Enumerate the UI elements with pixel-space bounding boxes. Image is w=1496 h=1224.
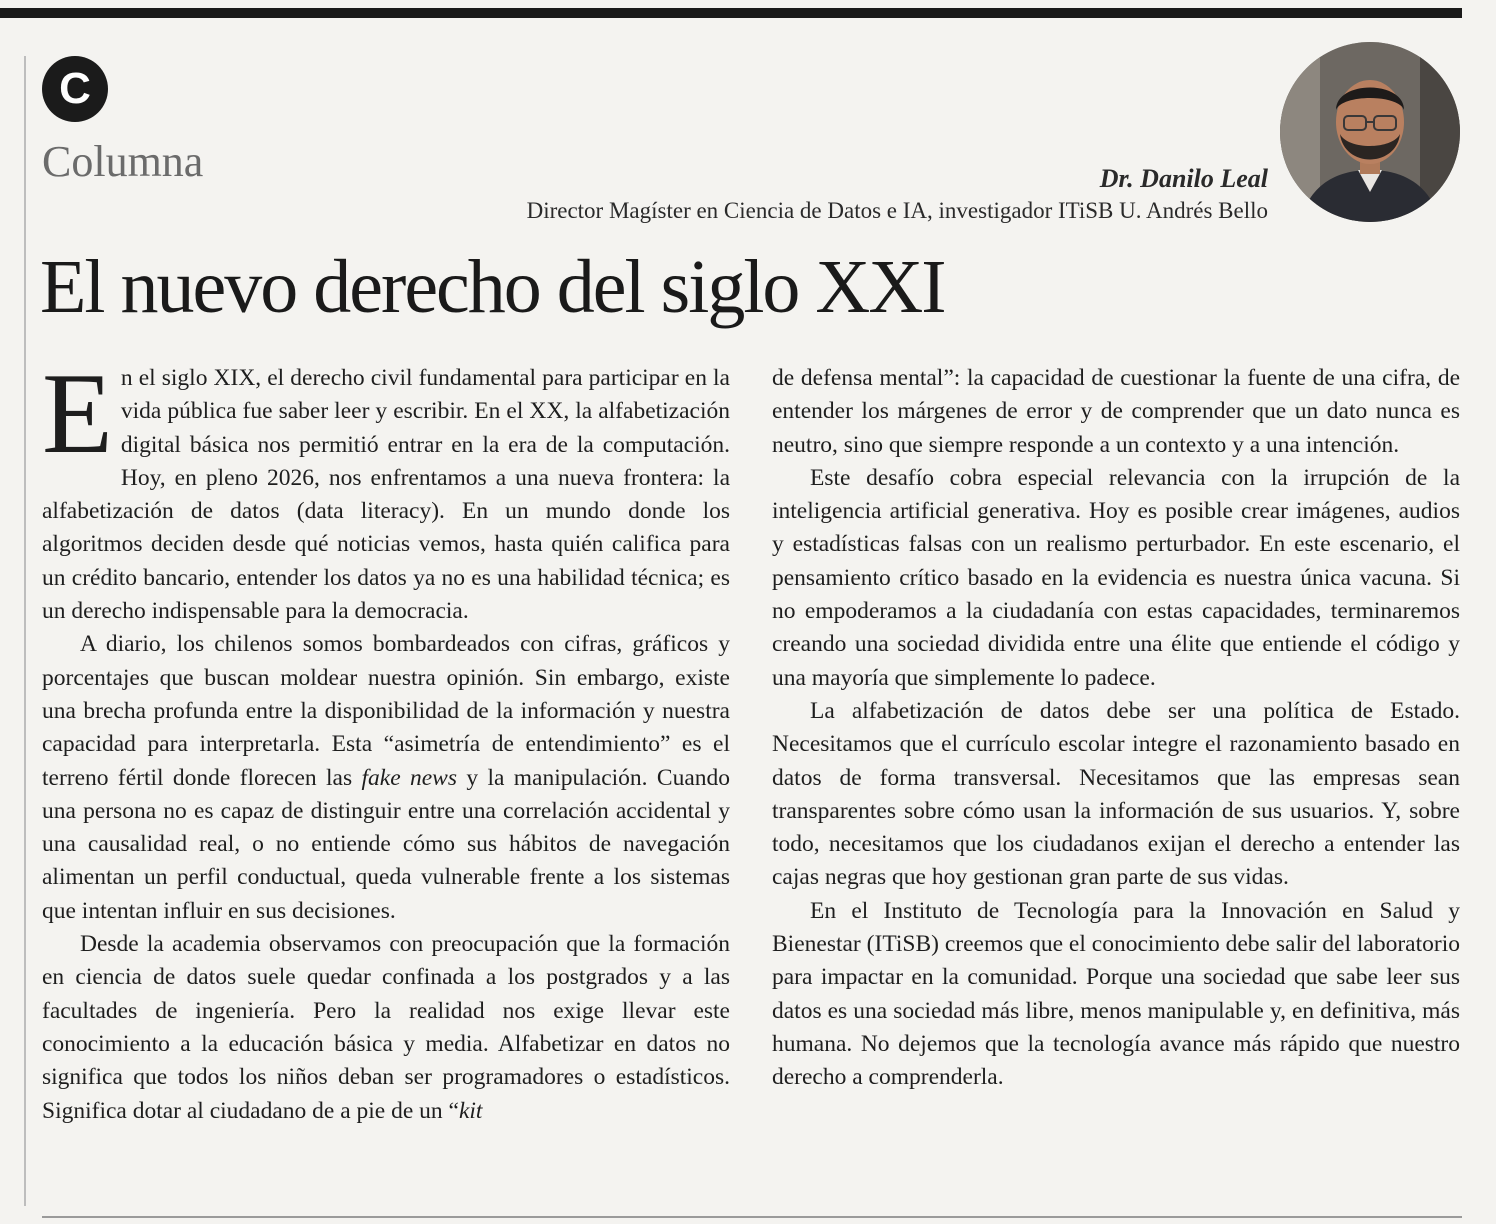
article-paragraph: La alfabetización de datos debe ser una política de Estado. Necesitamos que el currículo escolar integre el razonamiento basado en datos de forma transversal. Necesitamos que las empresas sean transparentes sobre cómo usan la información de sus usuarios. Y, sobre todo, necesitamos que los ciudadanos exijan el derecho a entender las cajas negras que hoy gestionan gran parte de sus vidas. <box>772 697 1460 891</box>
article-paragraph <box>42 928 730 1128</box>
article-paragraph: de defensa mental”: la capacidad de cuestionar la fuente de una cifra, de entender los márgenes de error y de comprender que un dato nunca es neutro, sino que siempre responde a un contexto y a una intención. <box>772 365 1460 458</box>
paragraph-text: n el siglo XIX, el derecho civil fundamental para participar en la vida pública fue saber leer y escribir. En el XX, la alfabetización digital básica nos permitió entrar en la era de la computación. Hoy, en pleno 2026, nos enfrentamos a una nueva frontera: la alfabetización de datos (data literacy). En un mundo donde los algoritmos deciden desde qué noticias vemos, hasta quién califica para un crédito bancario, entender los datos ya no es una habilidad técnica; es un derecho indispensable para la democracia. <box>42 365 730 625</box>
article-column-right <box>772 362 1460 1095</box>
column-badge-letter: C <box>59 64 91 113</box>
bottom-rule <box>42 1216 1462 1218</box>
column-badge <box>42 56 108 122</box>
author-name: Dr. Danilo Leal <box>1099 164 1268 193</box>
paragraph-text: y la manipulación. Cuando una persona no es capaz de distinguir entre una correlación accidental y una causalidad real, o no entiende cómo sus hábitos de navegación alimentan un perfil conductual, queda vulnerable frente a los sistemas que intentan influir en sus decisiones. <box>42 764 731 924</box>
author-avatar <box>1280 42 1460 222</box>
article-paragraph: Este desafío cobra especial relevancia con la irrupción de la inteligencia artificial generativa. Hoy es posible crear imágenes, audios y estadísticas falsas con un realismo perturbador. En este escenario, el pensamiento crítico basado en la evidencia es nuestra única vacuna. Si no empoderamos a la ciudadanía con estas capacidades, terminaremos creando una sociedad dividida entre una élite que entiende el código y una mayoría que simplemente lo padece. <box>772 464 1460 691</box>
section-label: Columna <box>42 137 204 186</box>
article-paragraph: En el Instituto de Tecnología para la Innovación en Salud y Bienestar (ITiSB) creemos que el conocimiento debe salir del laboratorio para impactar en la comunidad. Porque una sociedad que sabe leer sus datos es una sociedad más libre, menos manipulable y, en definitiva, más humana. No dejemos que la tecnología avance más rápido que nuestro derecho a comprenderla. <box>772 897 1460 1091</box>
author-portrait-icon <box>1280 42 1460 222</box>
drop-cap: E <box>42 350 113 478</box>
italic-term: fake news <box>361 764 457 791</box>
headline: El nuevo derecho del siglo XXI <box>40 245 945 329</box>
article-paragraph <box>42 628 730 928</box>
italic-term: kit <box>458 1097 483 1124</box>
paragraph-text: Desde la academia observamos con preocupación que la formación en ciencia de datos suele quedar confinada a los postgrados y a las facultades de ingeniería. Pero la realidad nos exige llevar este conocimiento a la educación básica y media. Alfabetizar en datos no significa que todos los niños deban ser programadores o estadísticos. Significa dotar al ciudadano de a pie de un “ <box>42 931 730 1124</box>
top-rule <box>0 8 1462 18</box>
article-paragraph <box>42 350 730 628</box>
article-column-left <box>42 350 731 1128</box>
paragraph-text: A diario, los chilenos somos bombardeados con cifras, gráficos y porcentajes que buscan moldear nuestra opinión. Sin embargo, existe una brecha profunda entre la disponibilidad de la información y nuestra capacidad para interpretarla. Esta “asimetría de entendimiento” es el terreno fértil donde florecen las <box>42 631 730 791</box>
author-role: Director Magíster en Ciencia de Datos e IA, investigador ITiSB U. Andrés Bello <box>526 198 1268 223</box>
left-rule <box>24 56 26 1206</box>
